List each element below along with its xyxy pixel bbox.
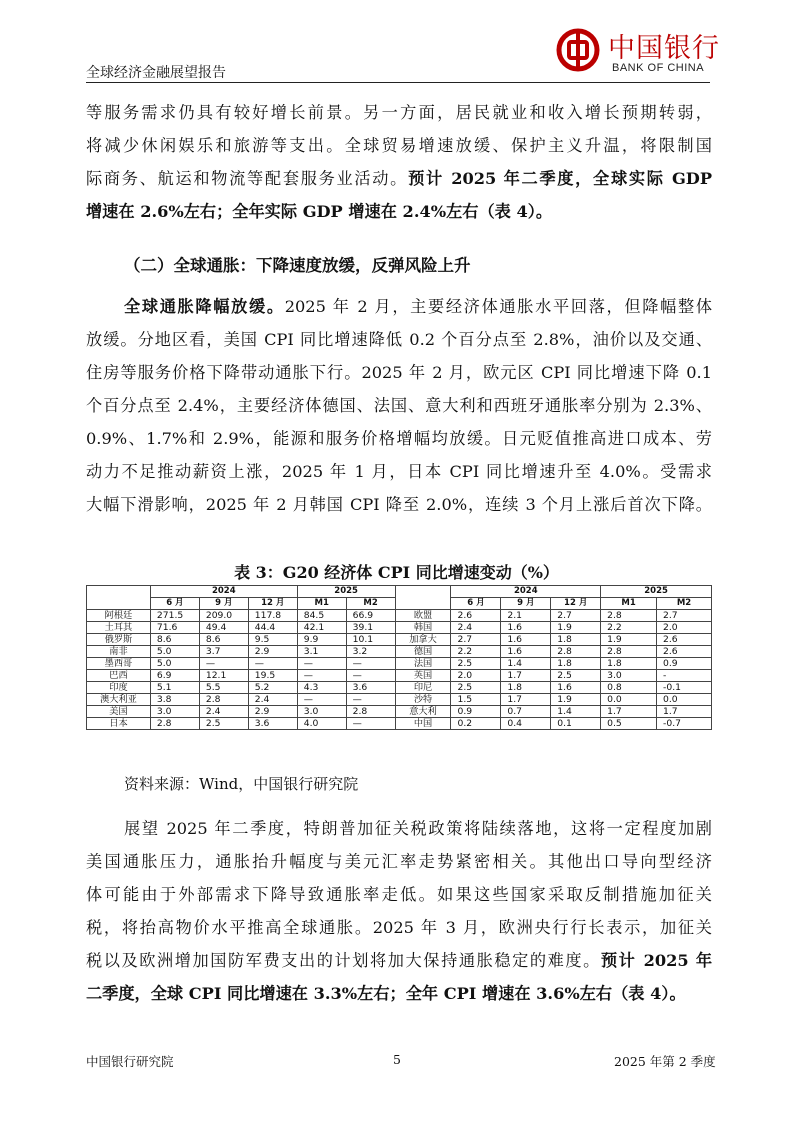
table-row: [87, 658, 712, 670]
cpi-value: 3.7: [199, 646, 248, 658]
cpi-value: 5.0: [150, 646, 199, 658]
cpi-value: 3.8: [150, 694, 199, 706]
cpi-table: [86, 585, 712, 730]
country-name: 意大利: [395, 706, 451, 718]
table-row: [87, 670, 712, 682]
cpi-value: 5.2: [248, 682, 297, 694]
footer-organization: 中国银行研究院: [86, 1054, 174, 1069]
cpi-value: 12.1: [199, 670, 248, 682]
gdp-forecast-bold: 预计 2025 年二季度，全球实际 GDP: [408, 169, 713, 188]
table-row: [87, 682, 712, 694]
cpi-value: 2.5: [199, 718, 248, 730]
cpi-value: 19.5: [248, 670, 297, 682]
month-header: M1: [601, 598, 657, 610]
month-header: 6 月: [451, 598, 501, 610]
month-header: M1: [297, 598, 346, 610]
cpi-value: —: [346, 718, 395, 730]
cpi-value: 49.4: [199, 622, 248, 634]
month-header: 9 月: [501, 598, 551, 610]
cpi-value: 2.6: [451, 610, 501, 622]
cpi-value: 4.0: [297, 718, 346, 730]
logo-english-text: BANK OF CHINA: [612, 62, 705, 74]
month-header: 6 月: [150, 598, 199, 610]
table-header-blank: [395, 586, 451, 610]
cpi-value: 84.5: [297, 610, 346, 622]
cpi-value: —: [199, 658, 248, 670]
cpi-value: 10.1: [346, 634, 395, 646]
cpi-value: 8.6: [199, 634, 248, 646]
cpi-value: 1.6: [501, 622, 551, 634]
paragraph-line: 个百分点至 2.4%，主要经济体德国、法国、意大利和西班牙通胀率分别为 2.3%、: [86, 396, 712, 415]
month-header: 9 月: [199, 598, 248, 610]
cpi-value: 1.7: [657, 706, 712, 718]
bank-of-china-logo-icon: [556, 28, 600, 72]
country-name: 巴西: [87, 670, 151, 682]
cpi-value: 0.9: [451, 706, 501, 718]
header-divider: [86, 82, 710, 83]
paragraph-line: 等服务需求仍具有较好增长前景。另一方面，居民就业和收入增长预期转弱，: [86, 103, 712, 122]
month-header: 12 月: [551, 598, 601, 610]
cpi-value: 3.0: [297, 706, 346, 718]
cpi-value: 2.4: [248, 694, 297, 706]
cpi-value: 2.0: [451, 670, 501, 682]
cpi-value: 1.9: [551, 694, 601, 706]
gdp-forecast-bold-line: 增速在 2.6%左右；全年实际 GDP 增速在 2.4%左右（表 4）。: [86, 202, 553, 221]
cpi-value: 39.1: [346, 622, 395, 634]
footer-quarter: 2025 年第 2 季度: [614, 1054, 716, 1069]
cpi-value: 2.7: [551, 610, 601, 622]
paragraph-line: 动力不足推动薪资上涨，2025 年 1 月，日本 CPI 同比增速升至 4.0%。受需求: [86, 462, 712, 481]
paragraph-line: [86, 290, 712, 323]
paragraph-line: 体可能由于外部需求下降导致通胀率走低。如果这些国家采取反制措施加征关: [86, 885, 712, 904]
cpi-value: 44.4: [248, 622, 297, 634]
cpi-value: 3.0: [601, 670, 657, 682]
cpi-value: 1.8: [551, 658, 601, 670]
cpi-value: 209.0: [199, 610, 248, 622]
text-span: 际商务、航运和物流等配套服务业活动。: [86, 169, 409, 188]
cpi-value: 1.4: [501, 658, 551, 670]
country-name: 中国: [395, 718, 451, 730]
country-name: 德国: [395, 646, 451, 658]
page-number: 5: [393, 1052, 401, 1067]
cpi-value: 0.9: [657, 658, 712, 670]
country-name: 土耳其: [87, 622, 151, 634]
cpi-value: 9.5: [248, 634, 297, 646]
cpi-value: 2.4: [199, 706, 248, 718]
cpi-value: 2.8: [601, 646, 657, 658]
cpi-value: —: [346, 694, 395, 706]
cpi-value: 6.9: [150, 670, 199, 682]
cpi-value: 1.7: [501, 694, 551, 706]
cpi-value: —: [346, 658, 395, 670]
country-name: 澳大利亚: [87, 694, 151, 706]
cpi-value: 0.7: [501, 706, 551, 718]
cpi-value: 0.1: [551, 718, 601, 730]
cpi-value: 2.2: [601, 622, 657, 634]
cpi-value: 2.1: [501, 610, 551, 622]
table-row: [87, 706, 712, 718]
cpi-value: 71.6: [150, 622, 199, 634]
cpi-value: 2.0: [657, 622, 712, 634]
country-name: 印尼: [395, 682, 451, 694]
cpi-value: 2.5: [451, 682, 501, 694]
cpi-value: 42.1: [297, 622, 346, 634]
paragraph-line: 大幅下滑影响，2025 年 2 月韩国 CPI 降至 2.0%，连续 3 个月上涨后首次下降。: [86, 495, 712, 514]
logo-chinese-text: 中国银行: [608, 33, 720, 64]
paragraph-line: 放缓。分地区看，美国 CPI 同比增速降低 0.2 个百分点至 2.8%，油价以及交通、: [86, 330, 712, 349]
cpi-value: —: [248, 658, 297, 670]
cpi-value: 117.8: [248, 610, 297, 622]
country-name: 欧盟: [395, 610, 451, 622]
month-header: M2: [346, 598, 395, 610]
cpi-forecast-bold-line: 二季度，全球 CPI 同比增速在 3.3%左右；全年 CPI 增速在 3.6%左右（表 4）。: [86, 984, 686, 1003]
cpi-value: 2.8: [601, 610, 657, 622]
paragraph-line: [86, 162, 712, 195]
cpi-value: 2.7: [657, 610, 712, 622]
cpi-value: 0.0: [601, 694, 657, 706]
paragraph-line: 住房等服务价格下降带动通胀下行。2025 年 2 月，欧元区 CPI 同比增速下降 0.1: [86, 363, 712, 382]
cpi-value: 3.6: [346, 682, 395, 694]
cpi-value: 1.8: [601, 658, 657, 670]
cpi-value: -0.7: [657, 718, 712, 730]
lead-bold: 全球通胀降幅放缓。: [124, 297, 285, 316]
year-header-2025: 2025: [297, 586, 395, 598]
cpi-value: 0.5: [601, 718, 657, 730]
year-header-2024: 2024: [451, 586, 601, 598]
cpi-value: 1.6: [501, 634, 551, 646]
cpi-value: 1.6: [501, 646, 551, 658]
cpi-value: 0.4: [501, 718, 551, 730]
cpi-value: 3.0: [150, 706, 199, 718]
cpi-value: 2.6: [657, 646, 712, 658]
cpi-value: 9.9: [297, 634, 346, 646]
text-span: 展望 2025 年二季度，特朗普加征关税政策将陆续落地，这将一定程度加剧: [124, 819, 712, 838]
cpi-value: 1.6: [551, 682, 601, 694]
cpi-value: 2.5: [451, 658, 501, 670]
paragraph-line: 将减少休闲娱乐和旅游等支出。全球贸易增速放缓、保护主义升温，将限制国: [86, 136, 712, 155]
cpi-value: 1.4: [551, 706, 601, 718]
country-name: 法国: [395, 658, 451, 670]
cpi-value: 0.0: [657, 694, 712, 706]
country-name: 韩国: [395, 622, 451, 634]
cpi-value: 271.5: [150, 610, 199, 622]
cpi-value: 2.2: [451, 646, 501, 658]
cpi-value: 2.8: [551, 646, 601, 658]
cpi-value: 8.6: [150, 634, 199, 646]
cpi-value: 1.9: [601, 634, 657, 646]
cpi-value: 2.8: [199, 694, 248, 706]
cpi-value: —: [297, 694, 346, 706]
cpi-value: 2.5: [551, 670, 601, 682]
cpi-value: —: [346, 670, 395, 682]
table-row: [87, 622, 712, 634]
cpi-value: 2.9: [248, 646, 297, 658]
cpi-value: -0.1: [657, 682, 712, 694]
cpi-value: 3.2: [346, 646, 395, 658]
paragraph-line: 0.9%、1.7%和 2.9%，能源和服务价格增幅均放缓。日元贬值推高进口成本、劳: [86, 429, 712, 448]
cpi-value: 1.5: [451, 694, 501, 706]
country-name: 英国: [395, 670, 451, 682]
text-span: 税以及欧洲增加国防军费支出的计划将加大保持通胀稳定的难度。: [86, 951, 601, 970]
month-header: M2: [657, 598, 712, 610]
cpi-value: 3.6: [248, 718, 297, 730]
cpi-value: —: [297, 658, 346, 670]
paragraph-line: [86, 944, 712, 977]
report-title: 全球经济金融展望报告: [86, 65, 226, 81]
table-row: [87, 646, 712, 658]
cpi-value: 2.8: [346, 706, 395, 718]
section-heading: （二）全球通胀：下降速度放缓，反弹风险上升: [124, 256, 471, 275]
country-name: 墨西哥: [87, 658, 151, 670]
bank-logo: [556, 20, 720, 80]
country-name: 加拿大: [395, 634, 451, 646]
cpi-value: 1.9: [551, 622, 601, 634]
cpi-value: -: [657, 670, 712, 682]
cpi-value: 5.5: [199, 682, 248, 694]
country-name: 南非: [87, 646, 151, 658]
cpi-value: 2.8: [150, 718, 199, 730]
cpi-value: 2.4: [451, 622, 501, 634]
cpi-value: 5.0: [150, 658, 199, 670]
cpi-value: 1.8: [551, 634, 601, 646]
paragraph-line: [86, 812, 712, 845]
cpi-value: 3.1: [297, 646, 346, 658]
cpi-value: 2.6: [657, 634, 712, 646]
cpi-value: 4.3: [297, 682, 346, 694]
cpi-value: 1.7: [501, 670, 551, 682]
cpi-value: 2.9: [248, 706, 297, 718]
year-header-2025: 2025: [601, 586, 712, 598]
cpi-value: 0.8: [601, 682, 657, 694]
cpi-value: 5.1: [150, 682, 199, 694]
cpi-forecast-bold: 预计 2025 年: [600, 951, 713, 970]
country-name: 日本: [87, 718, 151, 730]
year-header-2024: 2024: [150, 586, 297, 598]
cpi-value: 66.9: [346, 610, 395, 622]
cpi-value: 0.2: [451, 718, 501, 730]
table-row: [87, 694, 712, 706]
country-name: 阿根廷: [87, 610, 151, 622]
table-source: 资料来源：Wind，中国银行研究院: [124, 775, 359, 793]
paragraph-line: 税，将抬高物价水平推高全球通胀。2025 年 3 月，欧洲央行行长表示，加征关: [86, 918, 712, 937]
country-name: 沙特: [395, 694, 451, 706]
text-span: 2025 年 2 月，主要经济体通胀水平回落，但降幅整体: [284, 297, 713, 316]
table-row: [87, 634, 712, 646]
table-header-blank: [87, 586, 151, 610]
table-row: [87, 718, 712, 730]
cpi-value: 1.8: [501, 682, 551, 694]
paragraph-line: 美国通胀压力，通胀抬升幅度与美元汇率走势紧密相关。其他出口导向型经济: [86, 852, 712, 871]
cpi-value: 1.7: [601, 706, 657, 718]
table-row: [87, 610, 712, 622]
cpi-value: —: [297, 670, 346, 682]
country-name: 美国: [87, 706, 151, 718]
cpi-table-body: [87, 610, 712, 730]
table-title: 表 3：G20 经济体 CPI 同比增速变动（%）: [234, 563, 559, 582]
country-name: 俄罗斯: [87, 634, 151, 646]
cpi-value: 2.7: [451, 634, 501, 646]
country-name: 印度: [87, 682, 151, 694]
month-header: 12 月: [248, 598, 297, 610]
